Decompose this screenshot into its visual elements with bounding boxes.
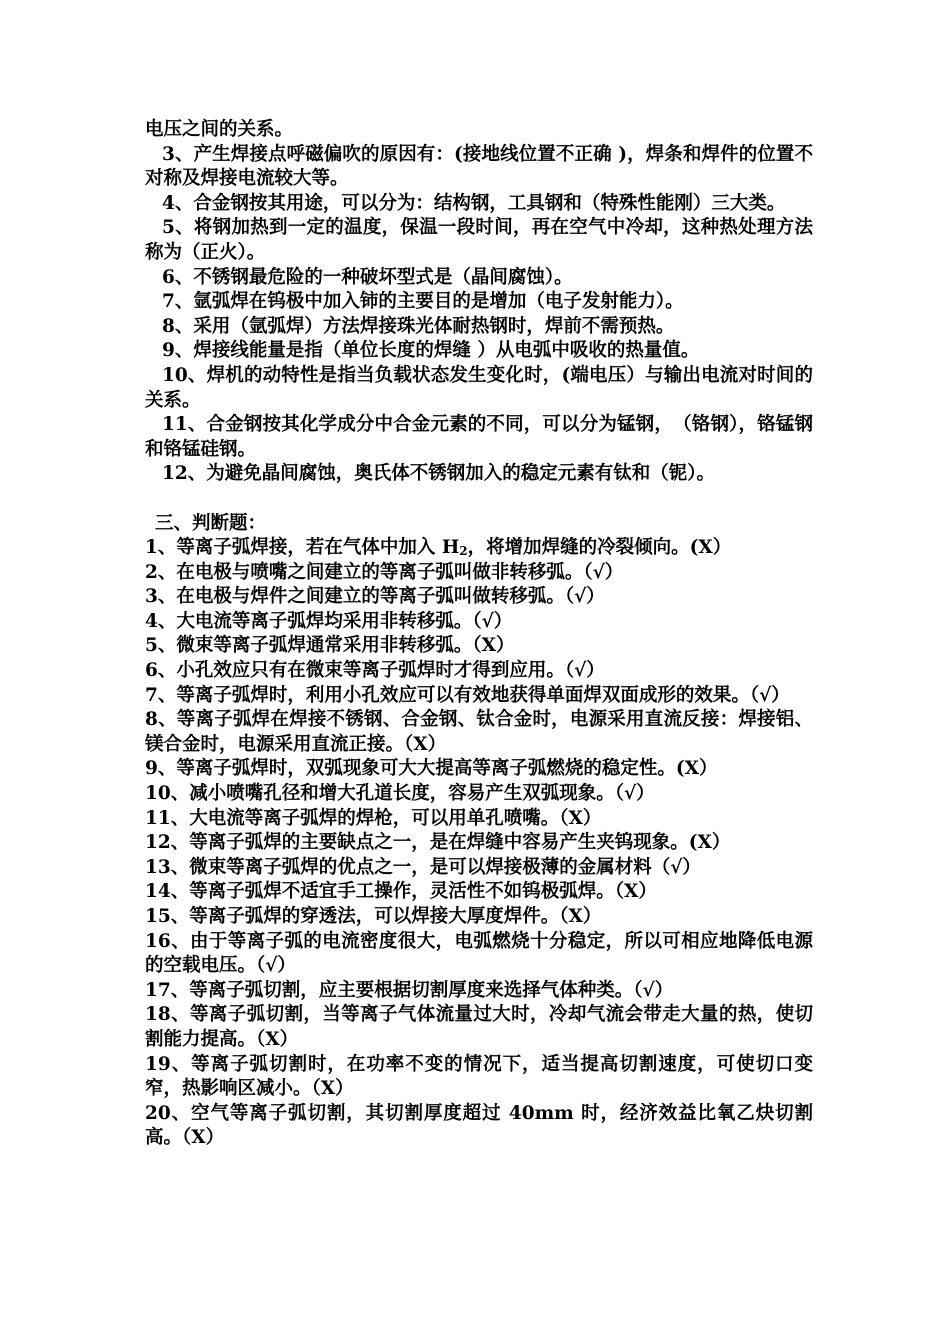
fill-in-item-4: 4、合金钢按其用途，可以分为：结构钢，工具钢和（特殊性能刚）三大类。 — [162, 192, 786, 214]
judgment-item-10: 10、减小喷嘴孔径和增大孔道长度，容易产生双弧现象。（√） — [145, 783, 655, 805]
fill-in-item-10: 10、焊机的动特性是指当负载状态发生变化时，(端电压）与输出电流对时间的关系。 — [145, 364, 813, 411]
fill-in-item-7: 7、氩弧焊在钨极中加入铈的主要目的是增加（电子发射能力）。 — [162, 291, 684, 313]
judgment-item-13: 13、微束等离子弧焊的优点之一，是可以焊接极薄的金属材料（√） — [145, 856, 701, 878]
judgment-item-9: 9、等离子弧焊时，双弧现象可大大提高等离子弧燃烧的稳定性。(X） — [145, 758, 718, 780]
judgment-item-17: 17、等离子弧切割，应主要根据切割厚度来选择气体种类。（√） — [145, 979, 674, 1001]
fill-in-item-11: 11、合金钢按其化学成分中合金元素的不同，可以分为锰钢， （铬钢），铬锰钢和铬锰硅钢。 — [145, 414, 813, 460]
document-page — [145, 118, 813, 1151]
judgment-item-2: 2、在电极与喷嘴之间建立的等离子弧叫做非转移弧。（√） — [145, 561, 624, 583]
fill-in-item-continuation: 电压之间的关系。 — [145, 119, 294, 140]
judgment-item-11: 11、大电流等离子弧焊的焊枪，可以用单孔喷嘴。（X） — [145, 807, 602, 829]
section-spacer — [145, 487, 813, 512]
fill-in-item-9: 9、焊接线能量是指（单位长度的焊缝 ）从电弧中吸收的热量值。 — [162, 340, 700, 362]
subscript-2: 2 — [459, 544, 468, 559]
fill-in-item-6: 6、不锈钢最危险的一种破坏型式是（晶间腐蚀）。 — [162, 266, 573, 288]
judgment-item-18: 18、等离子弧切割，当等离子气体流量过大时，冷却气流会带走大量的热，使切割能力提高。（X） — [145, 1004, 813, 1050]
fill-in-item-8: 8、采用（氩弧焊）方法焊接珠光体耐热钢时，焊前不需预热。 — [162, 315, 675, 337]
judgment-item-12: 12、等离子弧焊的主要缺点之一，是在焊缝中容易产生夹钨现象。(X） — [145, 832, 731, 854]
judgment-item-7: 7、等离子弧焊时，利用小孔效应可以有效地获得单面焊双面成形的效果。（√） — [145, 684, 790, 706]
judgment-item-14: 14、等离子弧焊不适宜手工操作，灵活性不如钨极弧焊。（X） — [145, 881, 657, 903]
judgment-item-1-text-b: ，将增加焊缝的冷裂倾向。(X） — [467, 537, 732, 559]
judgment-item-1 — [145, 536, 813, 561]
judgment-item-16: 16、由于等离子弧的电流密度很大，电弧燃烧十分稳定，所以可相应地降低电源的空载电压。（√） — [145, 930, 813, 977]
fill-in-item-12: 12、为避免晶间腐蚀，奥氏体不锈钢加入的稳定元素有钛和（铌）。 — [162, 463, 715, 485]
judgment-item-6: 6、小孔效应只有在微束等离子弧焊时才得到应用。（√） — [145, 660, 605, 682]
judgment-item-5: 5、微束等离子弧焊通常采用非转移弧。（X） — [145, 635, 515, 657]
judgment-item-20: 20、空气等离子弧切割，其切割厚度超过 40mm 时，经济效益比氧乙炔切割高。（X） — [145, 1102, 813, 1149]
judgment-item-3: 3、在电极与焊件之间建立的等离子弧叫做转移弧。（√） — [145, 586, 605, 608]
fill-in-item-3: 3、产生焊接点呼磁偏吹的原因有：(接地线位置不正确 )，焊条和焊件的位置不对称及焊接电流较大等。 — [145, 143, 813, 190]
section-heading: 三、判断题： — [155, 512, 267, 534]
judgment-item-1-text-a: 1、等离子弧焊接，若在气体中加入 H — [145, 537, 460, 559]
judgment-item-8: 8、等离子弧焊在焊接不锈钢、合金钢、钛合金时，电源采用直流反接：焊接铝、镁合金时，电源采用直流正接。（X） — [145, 709, 813, 755]
judgment-item-4: 4、大电流等离子弧焊均采用非转移弧。（√） — [145, 610, 513, 632]
fill-in-item-5: 5、将钢加热到一定的温度，保温一段时间，再在空气中冷却，这种热处理方法称为（正火）。 — [145, 217, 813, 263]
judgment-item-15: 15、等离子弧焊的穿透法，可以焊接大厚度焊件。（X） — [145, 906, 602, 927]
judgment-item-19: 19、等离子弧切割时，在功率不变的情况下，适当提高切割速度，可使切口变窄，热影响区减小。（X） — [145, 1053, 813, 1100]
